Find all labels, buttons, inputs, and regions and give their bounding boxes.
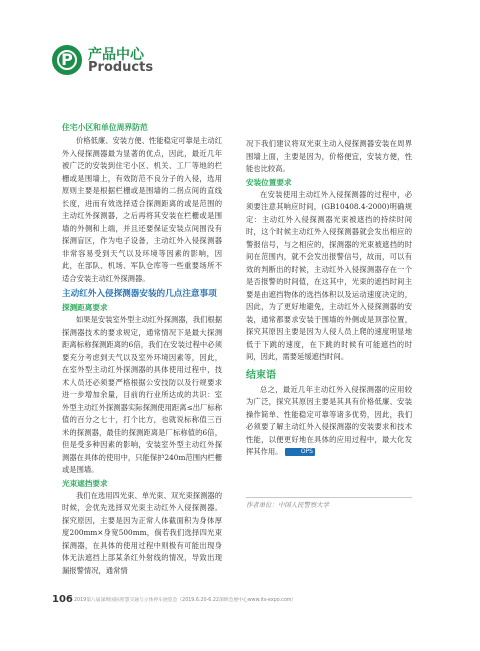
end-badge: OPS [285,448,315,456]
author-affiliation: 作者单位：中国人民警察大学 [246,501,330,509]
paragraph-residential: 价格低廉、安装方便、性能稳定可靠是主动红外入侵探测器最为显著的优点，因此，最近几年被广泛的安装到住宅小区、机关、工厂等地的栏栅或是围墙上，有效防范不良分子的入侵，选用原则主要是根据栏栅或是围墙的二拐点间的直线长度，进而有效选择适合探测距离的或是范围的主动红外探测器，之后再将其安装在栏栅或是围墙的外侧和上端，并且还要保证安装点间围没有探测盲区，作为电子设备，主动红外入侵探测器非常容易受到天气以及环境等因素的影响，因此，在部队、机场、军队仓库等一些重要场所不适合安装主动红外探测器。 [62,136,222,283]
heading-detection-distance: 探测距离要求 [62,303,108,312]
heading-conclusion: 结束语 [246,369,276,381]
heading-residential: 住宅小区和单位周界防范 [62,123,148,132]
page-number: 106 [52,594,73,605]
paragraph-installation-position: 在安装使用主动红外入侵探测器的过程中，必须要注意其响应时间，(GB10408.4-2000)明确规定：主动红外入侵探测器光束被遮挡的持续时间时，这个时候主动红外入侵探测器就会发出相应的警报信号，与之相应的，探测器的光束被遮挡的时间在范围内，就不会发出报警信号，故而，可以有效的判断出的时候，主动红外入侵探测器存在一个是否报警的时间值，在这其中，光束的遮挡时间主要是由遮挡物体的选挡体积以及运动速度决定的，因此，为了更好地避免，主动红外入侵探测器的安装，通常都要求安装于围墙的外侧或是顶部位置，探究其原因主要是因为人侵人员上爬的速度明显地低于下跳的速度，在下跳的时候有可能遮挡的时间，因此，需要延缓遮挡时间。 [246,189,412,361]
paragraph-beam-blocking: 我们在选用四光束、单光束、双光束探测器的时候，会优先选择双光束主动红外入侵探测器。探究原因，主要是因为正常人体截面积为身体厚度200mm×身宽500mm，倘若我们选择四光束探测器，在具体的使用过程中则极有可能出现身体无法遮挡上部某条红外射线的情况，导致出现漏报警情况，通常情 [62,490,222,575]
right-column [246,138,412,459]
paragraph-continued: 况下我们建议将双光束主动入侵探测器安装在周界围墙上面，主要是因为，价格便宜，安装方便，性能也比较高。 [246,139,412,173]
heading-beam-blocking: 光束遮挡要求 [62,478,108,488]
page-footer [52,594,432,606]
heading-installation-notes: 主动红外入侵探测器安装的几点注意事项 [62,289,217,299]
section-title-zh: 产品中心 [88,47,144,63]
paragraph-conclusion [246,384,412,459]
conclusion-text: 总之，最近几年主动红外入侵探测器的应用较为广泛，探究其原因主要是其具有价格低廉、安装操作简单、性能稳定可靠等诸多优势，因此，我们必须要了解主动红外入侵探测器的安装要求和技术性能，以便更好地在具体的应用过程中，最大化发挥其作用。 [246,384,412,456]
section-title-en: Products [88,60,154,75]
products-logo-icon: P [52,45,82,75]
page-header [52,43,252,83]
heading-installation-position: 安装位置要求 [246,177,292,187]
paragraph-detection-distance: 如果是安装室外型主动红外探测器，我们根据探测器技术的要求规定，通常情况下是最大探测距离标称探测距离的6倍，我们在安装过程中必须要充分考虑到天气以及室外环境因素等，因此，在室外型主动红外探测器的具体使用过程中，技术人员还必须要严格根据公安技防以及行规要求进一步增加余量，目前的行业所达成的共识：室外型主动红外探测器实际探测使用距离≤出厂标称值的百分之七十，打个比方，也就说标称值三百米的探测器，最佳的探测距离是厂标称值的6倍，但是受多种因素的影响，安装室外型主动红外探测器在具体的使用中，只能保护240m范围内栏栅或是围墙。 [62,315,222,474]
author-divider [246,497,412,498]
footer-event-text: 2019第八届深圳国际智慧交通与立体停车展览会（2019.6.20-6.22深圳会展中心www.its-expo.com） [74,598,297,603]
left-column [62,121,222,577]
